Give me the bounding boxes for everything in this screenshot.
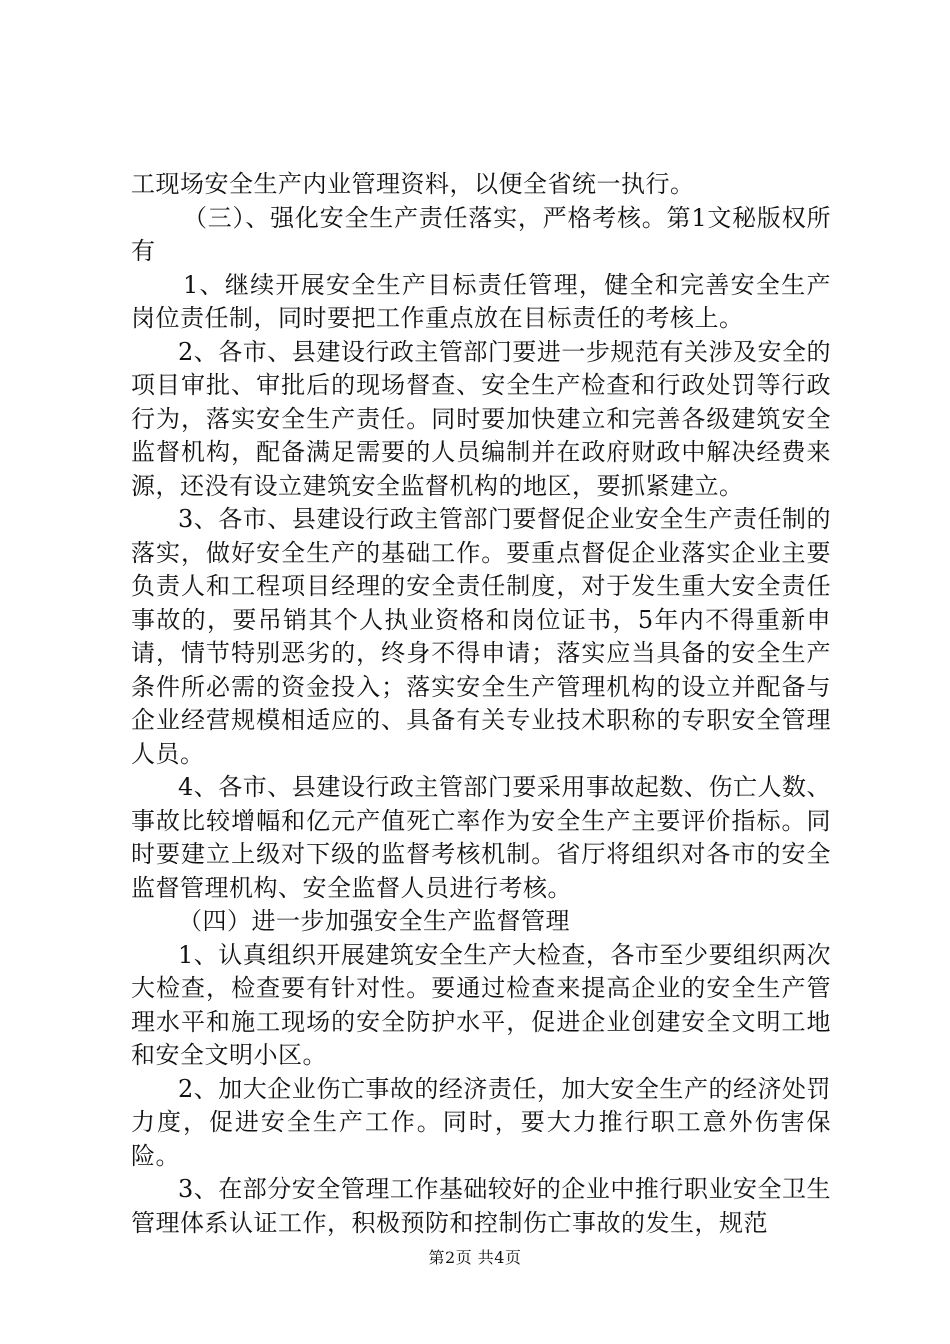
document-body xyxy=(131,168,831,1240)
paragraph-item: 3、各市、县建设行政主管部门要督促企业安全生产责任制的落实，做好安全生产的基础工作。要重点督促企业落实企业主要负责人和工程项目经理的安全责任制度，对于发生重大安全责任事故的，要吊销其个人执业资格和岗位证书，5年内不得重新申请，情节特别恶劣的，终身不得申请；落实应当具备的安全生产条件所必需的资金投入；落实安全生产管理机构的设立并配备与企业经营规模相适应的、具备有关专业技术职称的专职安全管理人员。 xyxy=(131,505,831,768)
page-number: 第2页 共4页 xyxy=(428,1248,522,1267)
section-heading-four: （四）进一步加强安全生产监督管理 xyxy=(178,907,570,935)
paragraph-continuation: 工现场安全生产内业管理资料，以便全省统一执行。 xyxy=(131,170,695,198)
paragraph-item: 4、各市、县建设行政主管部门要采用事故起数、伤亡人数、事故比较增幅和亿元产值死亡率作为安全生产主要评价指标。同时要建立上级对下级的监督考核机制。省厅将组织对各市的安全监督管理机构、安全监督人员进行考核。 xyxy=(131,773,831,902)
paragraph-item: 2、加大企业伤亡事故的经济责任，加大安全生产的经济处罚力度，促进安全生产工作。同时，要大力推行职工意外伤害保险。 xyxy=(131,1074,831,1170)
page-footer xyxy=(0,1245,950,1268)
paragraph-item: 1、认真组织开展建筑安全生产大检查，各市至少要组织两次大检查，检查要有针对性。要通过检查来提高企业的安全生产管理水平和施工现场的安全防护水平，促进企业创建安全文明工地和安全文明小区。 xyxy=(131,940,831,1069)
section-heading-three: （三）、强化安全生产责任落实，严格考核。第1文秘版权所有 xyxy=(131,203,831,265)
paragraph-item: 2、各市、县建设行政主管部门要进一步规范有关涉及安全的项目审批、审批后的现场督查、安全生产检查和行政处罚等行政行为，落实安全生产责任。同时要加快建立和完善各级建筑安全监督机构，配备满足需要的人员编制并在政府财政中解决经费来源，还没有设立建筑安全监督机构的地区，要抓紧建立。 xyxy=(131,337,831,500)
paragraph-item: 1、继续开展安全生产目标责任管理，健全和完善安全生产岗位责任制，同时要把工作重点放在目标责任的考核上。 xyxy=(131,270,831,332)
paragraph-item: 3、在部分安全管理工作基础较好的企业中推行职业安全卫生管理体系认证工作，积极预防和控制伤亡事故的发生，规范 xyxy=(131,1175,831,1237)
